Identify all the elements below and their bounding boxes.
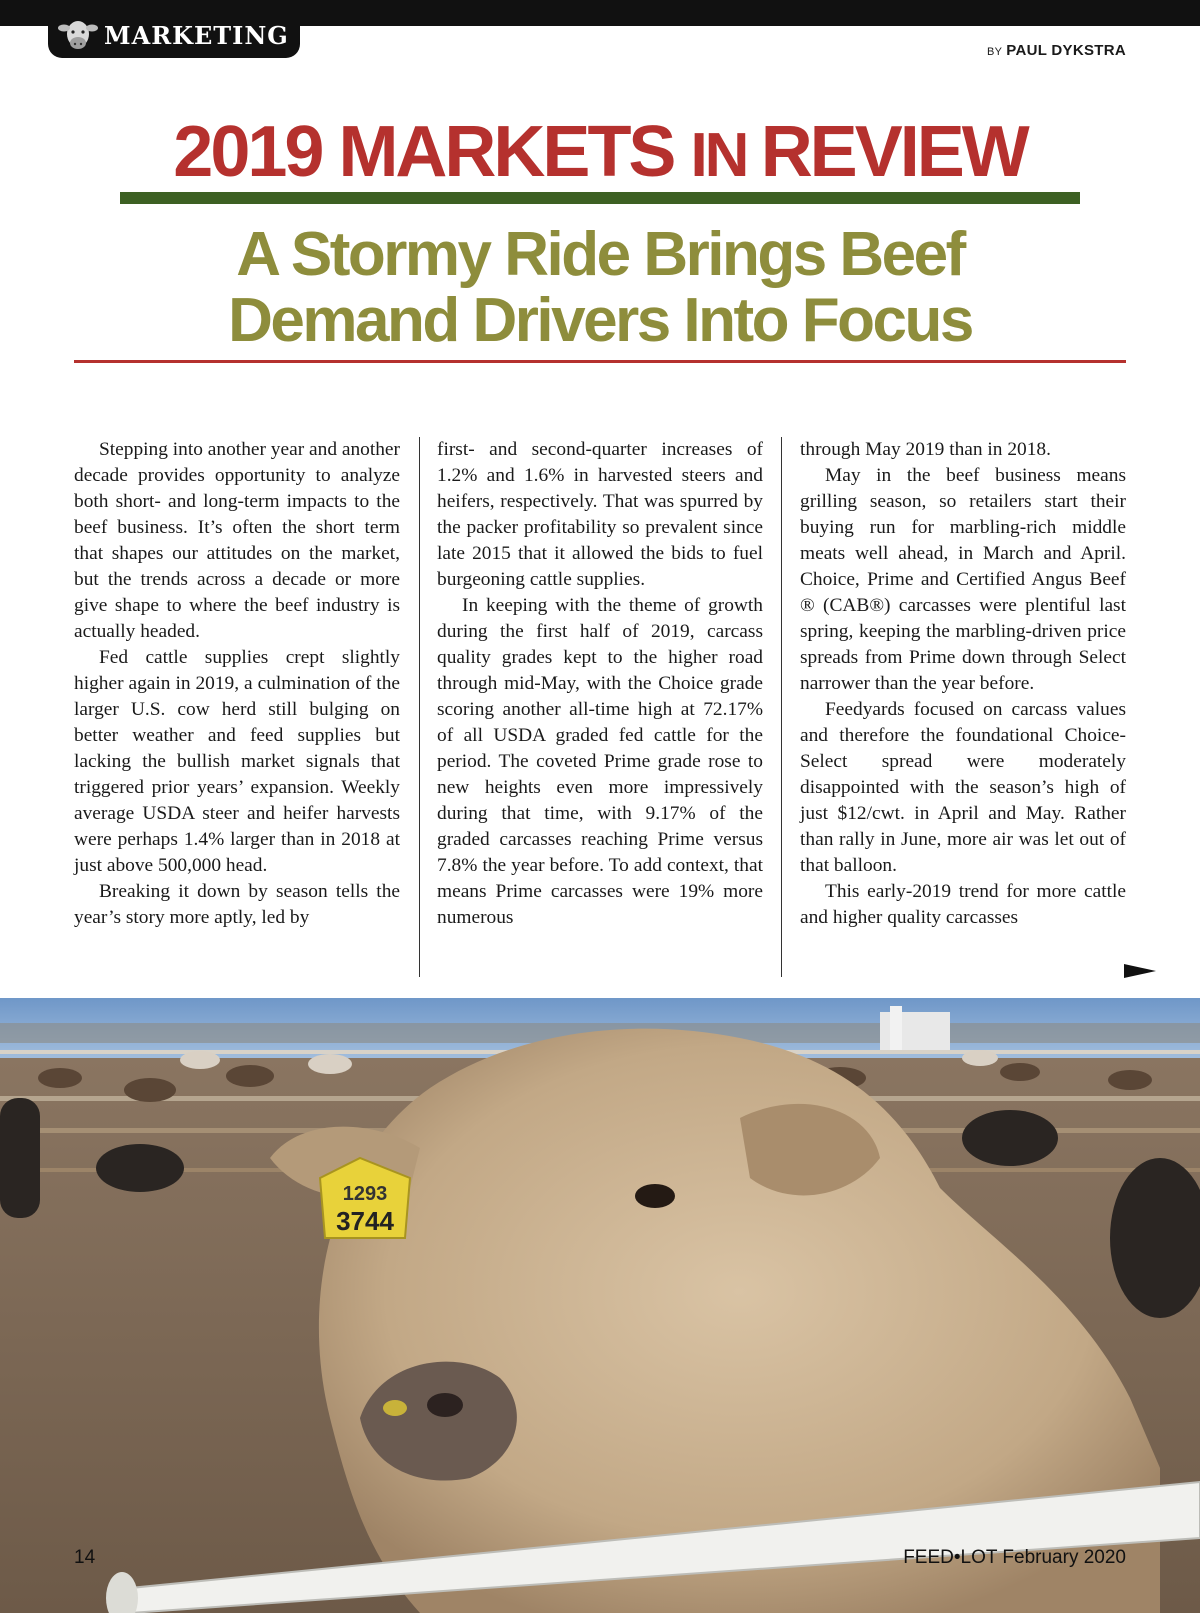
- column-2: [437, 437, 763, 931]
- byline: [987, 42, 1126, 59]
- headline-part-2: IN: [690, 121, 761, 190]
- section-label: MARKETING: [104, 21, 289, 50]
- subheadline-line-1: A Stormy Ride Brings Beef: [236, 220, 964, 289]
- paragraph: through May 2019 than in 2018.: [800, 439, 1051, 460]
- column-3: [800, 437, 1126, 931]
- headline-part-3: REVIEW: [760, 112, 1027, 192]
- section-tab: [48, 14, 300, 58]
- headline-underline: [120, 192, 1080, 204]
- paragraph: May in the beef business means grilling season, so retailers start their buying run for marbling-rich middle meats well ahead, in March and April. Choice, Prime and Certified Angus Beef ® (CAB®) carcasses were plentiful last spring, keeping the marbling-driven price spreads from Prime down through Select narrower than the year before.: [800, 465, 1126, 694]
- article-body: [74, 437, 1126, 985]
- continue-arrow-icon: [1124, 962, 1156, 980]
- page-number: 14: [74, 1547, 96, 1568]
- column-divider: [419, 437, 420, 977]
- paragraph: Stepping into another year and another decade provides opportunity to analyze both short- and long-term impacts to the beef business. It’s often the short term that shapes our attitudes on the market, but the trends across a decade or more give shape to where the beef industry is actually headed.: [74, 439, 400, 642]
- paragraph: Feedyards focused on carcass values and therefore the foundational Choice-Select spread were moderately disappointed with the season’s high of just $12/cwt. in April and May. Rather than rally in June, more air was let out of that balloon.: [800, 699, 1126, 876]
- publication-dateline: FEED•LOT February 2020: [903, 1547, 1126, 1568]
- ear-tag-line-1: 1293: [342, 1183, 388, 1205]
- cow-head-icon: [58, 16, 98, 54]
- subhead-rule: [74, 360, 1126, 363]
- feedlot-cattle-photo: [0, 998, 1200, 1613]
- paragraph: Fed cattle supplies crept slightly higher again in 2019, a culmination of the larger U.S. cow herd still bulging on better weather and feed supplies but lacking the bullish market signals that triggered prior years’ expansion. Weekly average USDA steer and heifer harvests were perhaps 1.4% larger than in 2018 at just above 500,000 head.: [74, 647, 400, 876]
- subheadline: [0, 222, 1200, 354]
- byline-prefix: BY: [987, 46, 1003, 58]
- headline: [0, 112, 1200, 192]
- subheadline-line-2: Demand Drivers Into Focus: [228, 286, 972, 355]
- column-divider: [781, 437, 782, 977]
- paragraph: In keeping with the theme of growth during the first half of 2019, carcass quality grades kept to the higher road through mid-May, with the Choice grade scoring another all-time high at 72.17% of all USDA graded fed cattle for the period. The coveted Prime grade rose to new heights even more impressively during that time, with 9.17% of the graded carcasses reaching Prime versus 7.8% the year before. To add context, that means Prime carcasses were 19% more numerous: [437, 595, 763, 928]
- paragraph: Breaking it down by season tells the year’s story more aptly, led by: [74, 881, 400, 928]
- headline-part-1: 2019 MARKETS: [173, 112, 691, 192]
- ear-tag-line-2: 3744: [336, 1206, 394, 1236]
- author-name: PAUL DYKSTRA: [1006, 42, 1126, 59]
- paragraph: This early-2019 trend for more cattle and higher quality carcasses: [800, 881, 1126, 928]
- column-1: [74, 437, 400, 931]
- paragraph: first- and second-quarter increases of 1.2% and 1.6% in harvested steers and heifers, respectively. That was spurred by the packer profitability so prevalent since late 2015 that it allowed the bids to fuel burgeoning cattle supplies.: [437, 439, 763, 590]
